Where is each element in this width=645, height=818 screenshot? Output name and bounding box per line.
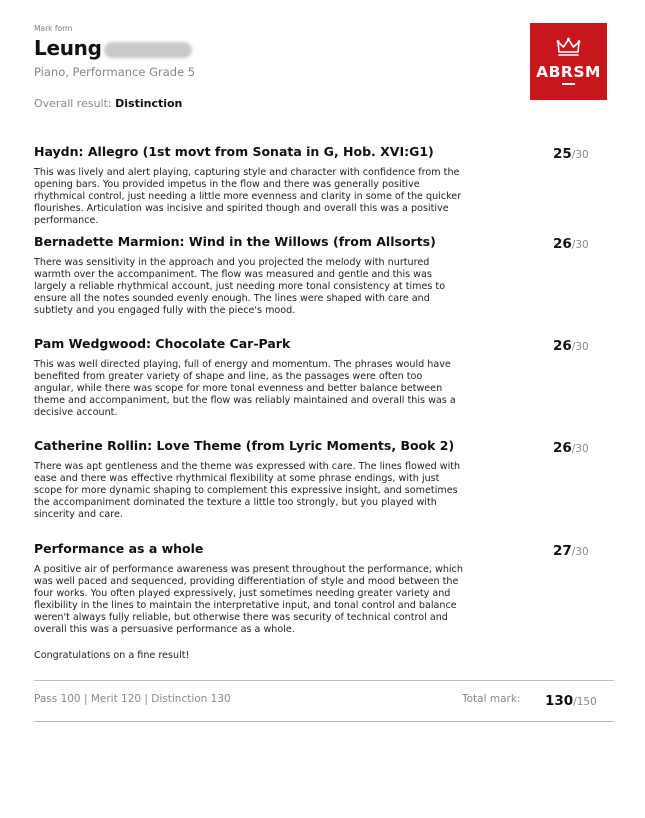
overall-result-value: Distinction bbox=[115, 97, 183, 110]
piece-out-of: /30 bbox=[571, 443, 589, 455]
piece-comment: This was well directed playing, full of energy and momentum. The phrases would have benefited from greater variety of shape and line, as the passages were often too angular, while there was scope for more tonal evenness and better balance between theme and accompaniment, but the flow was reliably maintained and overall this was a decisive account. bbox=[34, 359, 456, 419]
piece-comment: A positive air of performance awareness was present throughout the performance, which was well paced and sequenced, providing differentiation of style and mood between the four works. You often played expressively, just sometimes needing greater variety and flexibility in the lines to maintain the interpretative input, and tonal control and balance weren't always fully reliable, but otherwise there was security of technical control and overall this was a persuasive performance as a whole. bbox=[34, 564, 463, 636]
redacted-name bbox=[104, 42, 192, 58]
total-mark bbox=[545, 693, 597, 709]
piece-section-2 bbox=[34, 234, 614, 317]
candidate-name bbox=[34, 36, 192, 60]
total-mark-value: 130 bbox=[545, 693, 574, 709]
total-mark-label: Total mark: bbox=[462, 693, 521, 705]
exam-subject: Piano, Performance Grade 5 bbox=[34, 65, 196, 79]
piece-mark: 26 bbox=[553, 440, 572, 456]
piece-title: Bernadette Marmion: Wind in the Willows (from Allsorts) bbox=[34, 234, 436, 249]
grade-thresholds: Pass 100 | Merit 120 | Distinction 130 bbox=[34, 693, 231, 705]
piece-score bbox=[553, 440, 589, 456]
piece-score bbox=[553, 543, 589, 559]
overall-result bbox=[34, 97, 182, 110]
performance-as-whole-section bbox=[34, 541, 614, 637]
piece-title: Haydn: Allegro (1st movt from Sonata in G, Hob. XVI:G1) bbox=[34, 144, 434, 159]
piece-comment: There was sensitivity in the approach and you projected the melody with nurtured warmth over the accompaniment. The flow was measured and gentle and this was largely a reliable rhythmical account, just needing more tonal consistency at times to ensure all the notes sounded evenly enough. The lines were shaped with care and subtlety and you engaged fully with the piece's mood. bbox=[34, 257, 446, 317]
piece-title: Performance as a whole bbox=[34, 541, 204, 556]
piece-score bbox=[553, 146, 589, 162]
piece-out-of: /30 bbox=[571, 341, 589, 353]
form-label: Mark form bbox=[34, 24, 73, 33]
piece-title: Catherine Rollin: Love Theme (from Lyric Moments, Book 2) bbox=[34, 438, 455, 453]
piece-mark: 25 bbox=[553, 146, 572, 162]
logo-underline bbox=[562, 83, 575, 85]
piece-mark: 26 bbox=[553, 236, 572, 252]
divider bbox=[34, 680, 614, 681]
logo-wordmark: ABRSM bbox=[536, 63, 601, 81]
crown-icon bbox=[556, 37, 581, 57]
piece-comment: There was apt gentleness and the theme was expressed with care. The lines flowed with ease and there was effective rhythmical flexibility at some phrase endings, with just scope for more dynamic shaping to complement this expressive insight, and sometimes the accompaniment dominated the texture a little too strongly, but you played with sincerity and care. bbox=[34, 461, 461, 521]
piece-mark: 26 bbox=[553, 338, 572, 354]
piece-comment: This was lively and alert playing, capturing style and character with confidence from the opening bars. You provided impetus in the flow and there was generally positive rhythmical control, just needing a little more evenness and clarity in some of the quicker flourishes. Articulation was incisive and spirited though and overall this was a positive performance. bbox=[34, 167, 462, 227]
overall-result-label: Overall result: bbox=[34, 97, 112, 110]
piece-out-of: /30 bbox=[571, 546, 589, 558]
candidate-name-text: Leung bbox=[34, 36, 102, 60]
divider bbox=[34, 721, 614, 722]
piece-out-of: /30 bbox=[571, 239, 589, 251]
piece-section-3 bbox=[34, 336, 614, 419]
piece-mark: 27 bbox=[553, 543, 572, 559]
closing-remark: Congratulations on a fine result! bbox=[34, 650, 190, 661]
piece-score bbox=[553, 338, 589, 354]
abrsm-logo bbox=[530, 23, 607, 100]
piece-title: Pam Wedgwood: Chocolate Car-Park bbox=[34, 336, 291, 351]
piece-out-of: /30 bbox=[571, 149, 589, 161]
piece-section-4 bbox=[34, 438, 614, 521]
piece-score bbox=[553, 236, 589, 252]
total-mark-out-of: /150 bbox=[573, 696, 597, 708]
piece-section-1 bbox=[34, 144, 614, 227]
